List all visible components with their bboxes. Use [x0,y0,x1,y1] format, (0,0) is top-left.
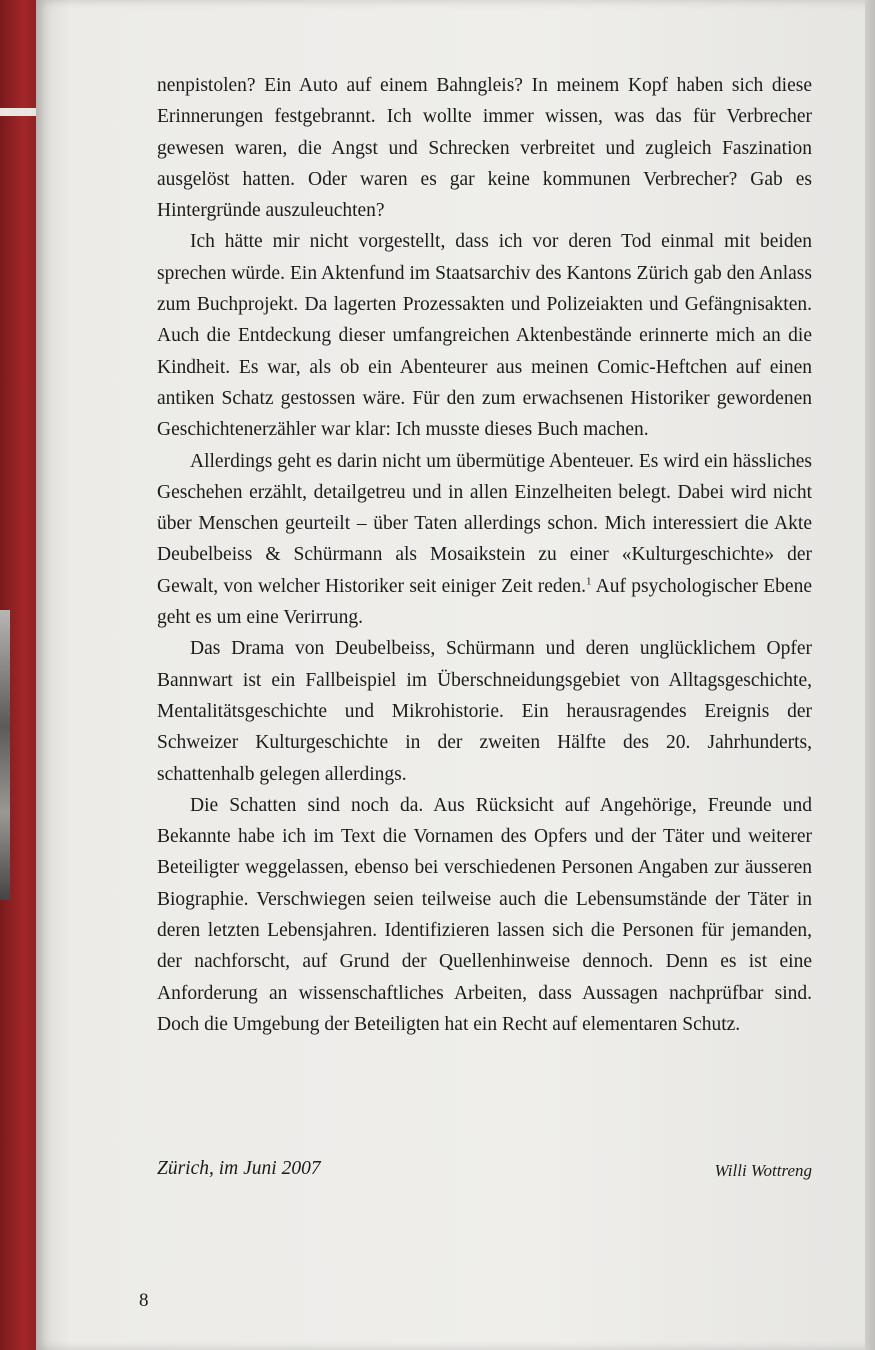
paragraph-2: Ich hätte mir nicht vorgestellt, dass ich vor deren Tod einmal mit beiden sprechen würde. Ein Aktenfund im Staatsarchiv des Kantons Zürich gab den Anlass zum Buchprojekt. Da lagerten Prozessakten und Polizeiakten und Gefängnisakten. Auch die Entdeckung dieser umfangreichen Aktenbestände erinnerte mich an die Kindheit. Es war, als ob ein Abenteurer aus meinen Comic-Heftchen auf einen antiken Schatz gestossen wäre. Für den zum erwachsenen Historiker gewordenen Geschichtenerzähler war klar: Ich musste dieses Buch machen. [157,231,812,441]
book-cover-spine [0,0,40,1350]
paragraph-1: nenpistolen? Ein Auto auf einem Bahngleis? In meinem Kopf haben sich diese Erinnerungen festgebrannt. Ich wollte immer wissen, was das für Verbrecher gewesen waren, die Angst und Schrecken verbreitet und zugleich Faszination ausgelöst hatten. Oder waren es gar keine kommunen Verbrecher? Gab es Hintergründe auszuleuchten? [157,75,812,222]
paragraph-3 [157,446,812,634]
body-text [157,70,812,1040]
footnote-marker[interactable]: 1 [585,575,592,588]
cover-stripe [0,108,36,116]
paragraph-3-text: Allerdings geht es darin nicht um übermütige Abenteuer. Es wird ein hässliches Geschehen erzählt, detailgetreu und in allen Einzelheiten belegt. Dabei wird nicht über Menschen geurteilt – über Taten allerdings schon. Mich interessiert die Akte Deubelbeiss & Schürmann als Mosaikstein zu einer «Kulturgeschichte» der Gewalt, von welcher Historiker seit einiger Zeit reden. [157,450,812,597]
paragraph-5: Die Schatten sind noch da. Aus Rücksicht auf Angehörige, Freunde und Bekannte habe ich im Text die Vornamen des Opfers und der Täter und weiterer Beteiligter weggelassen, ebenso bei verschiedenen Personen Angaben zur äusseren Biographie. Verschwiegen seien teilweise auch die Lebensumstände der Täter in deren letzten Lebensjahren. Identifizieren lassen sich die Personen für jemanden, der nachforscht, auf Grund der Quellenhinweise dennoch. Denn es ist eine Anforderung an wissenschaftliches Arbeiten, dass Aussagen nachprüfbar sind. Doch die Umgebung der Beteiligten hat ein Recht auf elementaren Schutz. [157,794,812,1035]
author-name: Willi Wottreng [714,1161,812,1180]
signature-line [157,1158,812,1181]
paragraph-3-tail: Auf psychologischer Ebene geht es um eine Verirrung. [157,575,812,629]
place-date: Zürich, im Juni 2007 [157,1158,321,1179]
cover-photo-edge [0,610,10,900]
paragraph-4: Das Drama von Deubelbeiss, Schürmann und deren unglücklichem Opfer Bannwart ist ein Fallbeispiel im Überschneidungsgebiet von Alltagsgeschichte, Mentalitätsgeschichte und Mikrohistorie. Ein herausragendes Ereignis der Schweizer Kulturgeschichte in der zweiten Hälfte des 20. Jahrhunderts, schattenhalb gelegen allerdings. [157,638,812,785]
page-edge [865,0,875,1350]
page-number: 8 [139,1290,149,1311]
